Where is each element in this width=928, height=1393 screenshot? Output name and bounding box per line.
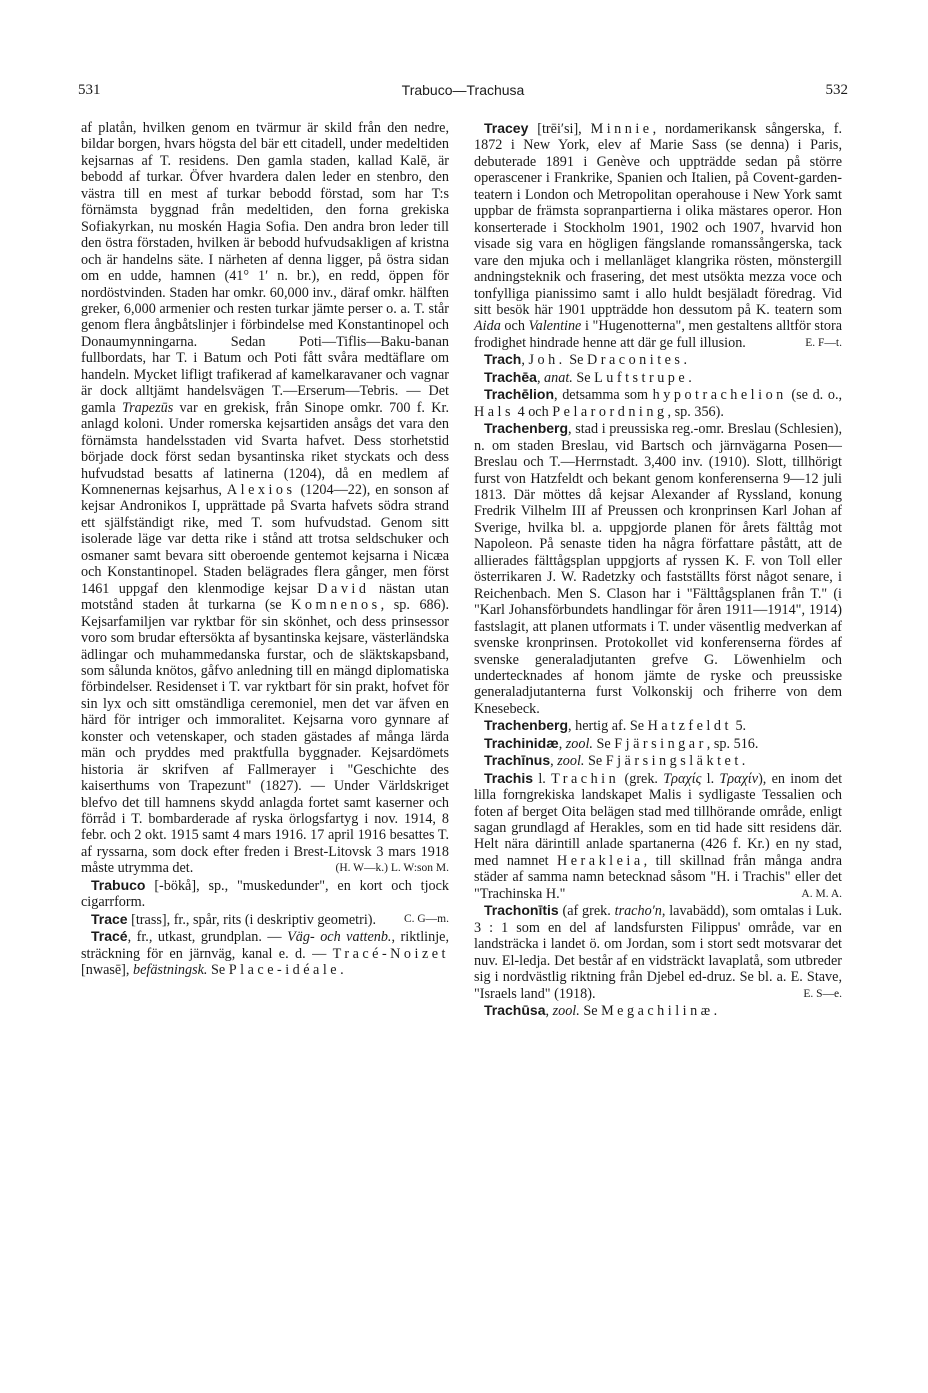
entry-trachis: Trachis l. Trachin (grek. Τραχίς l. Τραχίν), en inom det lilla forngrekiska landskapet Malis i sydligaste Tessalien och foten af berget Oita belägen stad med tillhörande område, enligt sagan grundlagd af Herakles, som en tid hade sitt residens där. Helt nära därintill anlade spartanerna (426 f. Kr.) en ny stad, med namnet Herakleia, till skillnad från många andra städer af samma namn betecknad såsom "H. i Trachis" eller det "Trachinska H." A. M. A. (474, 769, 843, 902)
page-header (78, 82, 848, 104)
entry-tracey: Tracey [trēi′si], Minnie, nordamerikansk sångerska, f. 1872 i New York, elev af Marie Sass (se denna) i Paris, debuterade 1891 i Genève och uppträdde sedan på större operascener i Frankrike, Spanien och Italien, på Covent-garden-teatern i London och Metropolitan operahouse i New York samt uppbar de främsta sopranpartierna i olika mästares operor. Hon konserterade i Stockholm 1901, 1902 och 1907, hvarvid hon visade sig vara en högligen fängslande romanssångerska, tack vare den mjuka och i mellanläget klangrika rösten, mönstergill andningsteknik och frasering, det mest utsökta mezza voce och tonfylliga pianissimo samt i allo huldt besjäladt föredrag. Vid sitt besök här 1901 uppträdde hon dessutom på K. teatern som Aida och Valentine i "Hugenotterna", men gestaltens alltför stora frodighet hindrade henne att där ge full illusion. E. F—t. (474, 120, 842, 351)
entry-trachenberg: Trachenberg, stad i preussiska reg.-omr. Breslau (Schlesien), n. om staden Breslau, vid Bartsch och järnvägarna Posen—Breslau och T.—Herrnstadt. 3,400 inv. (1910). Slott, tillhörigt furst von Hatzfeldt och bekant genom konferenserna 9—12 juli 1813. Där möttes då kejsar Alexander af Ryssland, konung Fredrik Vilhelm III af Preussen och kronprinsen Karl Johan af Sverige, hvilka bl. a. uppgjorde planen för årets fälttåg mot Napoleon. På senaste tiden ha några författare påstått, att de allierades fälttågsplan uppgjorts af ryssen K. F. von Toll eller österrikaren J. W. Radetzky och fastställts först något senare, i Reichenbach. Men S. Clason har i "Fälttågsplanen från T." (i "Karl Johansförbundets handlingar för åren 1911—1914", 1914) fastslagit, att planen utformats i T. under väsentlig medverkan af svenske kronprinsen. Protokollet vid konferenserna fördes af svenske generaladjutanten grefve G. Löwenhielm och undertecknades af honom jämte de ryske och preussiske generaladjutanterna furst Volkonskij och friherre von dem Knesebeck. (474, 420, 842, 717)
page-number-right: 532 (825, 82, 848, 98)
entry-trace-accent: Tracé, fr., utkast, grundplan. — Väg- och vattenb., riktlinje, sträckning för en järnväg, kanal e. d. — Tracé-Noizet [nwasē], befästningsk. Se Place-idéale. (81, 928, 449, 979)
author-signature: E. F—t. (805, 336, 842, 349)
trapezunt-continuation: af platån, hvilken genom en tvärmur är skild från den nedre, bildar borgen, hvars högsta del bär ett citadell, under medeltiden kejsarnas af T. residens. Den gamla staden, kallad Kalē, är bebodd af turkar. Öfver hvardera dalen leder en stenbro, den västra till en mest af turkar bebodd förstad, som har T:s förnämsta byggnad från medeltiden, den forna grekiska Sofiakyrkan, nu moskén Hagia Sofia. Den andra bron leder till den östra förstaden, hvilken är bebodd hufvudsakligen af kristna och är handelns säte. I närheten af denna ligger, på östra sidan om en udde, hamnen (41° 1′ n. br.), en redd, öppen för nordöstvinden. Staden har omkr. 60,000 inv., däraf omkr. hälften greker, 6,000 armenier och resten turkar jämte perser o. a. T. står genom flera ångbåtslinjer i förbindelse med Konstantinopel och Donaumynningarna. Sedan Poti—Tiflis—Baku-banan fullbordats, har T. i Batum och Poti fått svåra medtäflare om handeln. Mycket lifligt trafikerad af kamelkaravaner och vagnar är dock alltjämt handelsvägen T.—Erserum—Tebris. — Det gamla Trapezūs var en grekisk, från Sinope omkr. 700 f. Kr. anlagd koloni. Under romerska kejsartiden ansågs det vara den förnämsta handelsstaden vid Svarta hafvet. Dess storhetstid började dock först sedan bysantinska riket styckats och dess hufvudstad besatts af latinerna (1204), då en medlem af Komnenernas kejsarhus, Alexios (1204—22), en sonson af kejsar Andronikos I, upprättade på Svarta hafvets södra strand ett själfständigt rike, med T. som hufvudstad. Genom sitt isolerade läge var detta rike i stånd att trotsa seldschuker och osmaner samt bevara sitt oberoende gentemot kejsarna i Nicæa och Konstantinopel. Staden belägrades flera gånger, men först 1461 uppgaf den klenmodige kejsar David nästan utan motstånd staden åt turkarna (se Komnenos, sp. 686). Kejsarfamiljen var ryktbar för sin skönhet, och dess prinsessor voro som brudar eftersökta af bysantinska kejsare, västerländska ädlingar och muhammedanska furstar, och de släktskapsband, som sålunda knötos, gåfvo anledning till en mängd diplomatiska förbindelser. Residenset i T. var ryktbart för sin prakt, hofvet för sin lyx och sitt omständliga ceremoniel, men det var äfven en härd för intriger och immoralitet. Kejsarna voro gynnare af konster och vetenskaper, och staden gästades af många lärda män och pryddes med praktfulla byggnader. Kejsardömets historia är skrifven af Fallmerayer i "Geschichte des kaiserthums von Trapezunt" (1827). — Under Världskriget blefvo det till hamnens skydd anlagda fortet samt kaserner och förråd i T. bombarderade af ryska örlogsfartyg i nov. 1914, 8 febr. och 2 okt. 1915 samt 4 mars 1916. 17 april 1916 besattes T. af ryssarna, som dock efter freden i Brest-Litovsk 3 mars 1918 måste utrymma det. (H. W—k.) L. W:son M. (81, 120, 450, 877)
headword: Tracé (91, 928, 128, 945)
left-column (81, 120, 449, 979)
page-number-left: 531 (78, 82, 101, 98)
running-title: Trabuco—Trachusa (401, 82, 525, 98)
headword: Trabuco (91, 876, 146, 893)
headword: Trachinidæ (484, 734, 559, 751)
entry-trabuco: Trabuco [-bökå], sp., "muskedunder", en kort och tjock cigarrform. (81, 876, 449, 911)
entry-trachonitis: Trachonītis (af grek. tracho′n, lavabädd), som omtalas i Luk. 3 : 1 som en del af landsfursten Filippus' område, var en landsträcka i landet ö. om Jordan, som i stort sedt motsvarar det nuv. El-ledja. Det består af en vidsträckt lavaplatå, som utbreder sig i nordvästlig riktning från Djebel ed-druz. Se bl. a. E. Stave, "Israels land" (1918). E. S—e. (474, 902, 843, 1002)
headword: Tracey (484, 120, 529, 136)
headword: Trachēlion (484, 386, 555, 403)
entry-trachelion: Trachēlion, detsamma som hypotrachelion (se d. o., Hals 4 och Pelarordning, sp. 356). (474, 386, 843, 420)
right-column (474, 120, 842, 1019)
entry-trachusa: Trachūsa, zool. Se Megachilinæ. (484, 1002, 718, 1020)
headword: Trachis (484, 769, 534, 786)
entry-trace: Trace [trass], fr., spår, rits (i deskriptiv geometri). C. G—m. (91, 910, 449, 928)
headword: Trachenberg (484, 420, 569, 437)
headword: Trachonītis (484, 902, 559, 919)
author-signature: A. M. A. (801, 887, 842, 900)
headword: Trachīnus (484, 752, 551, 769)
author-signature: (H. W—k.) L. W:son M. (335, 862, 449, 875)
entry-trachenberg-duke: Trachenberg, hertig af. Se Hatzfeldt 5. (484, 717, 747, 735)
headword: Trace (91, 910, 128, 927)
headword: Trachenberg (484, 717, 569, 734)
entry-trach: Trach, Joh. Se Draconites. (484, 351, 688, 369)
headword: Trach (484, 351, 522, 368)
entry-trachinus: Trachīnus, zool. Se Fjärsingsläktet. (484, 752, 746, 770)
author-signature: C. G—m. (403, 912, 449, 925)
entry-trachinidae: Trachinidæ, zool. Se Fjärsingar, sp. 516. (484, 734, 759, 752)
entry-trachea: Trachēa, anat. Se Luftstrupe. (484, 368, 692, 386)
headword: Trachūsa (484, 1002, 546, 1019)
author-signature: E. S—e. (803, 987, 842, 1000)
headword: Trachēa (484, 368, 537, 385)
